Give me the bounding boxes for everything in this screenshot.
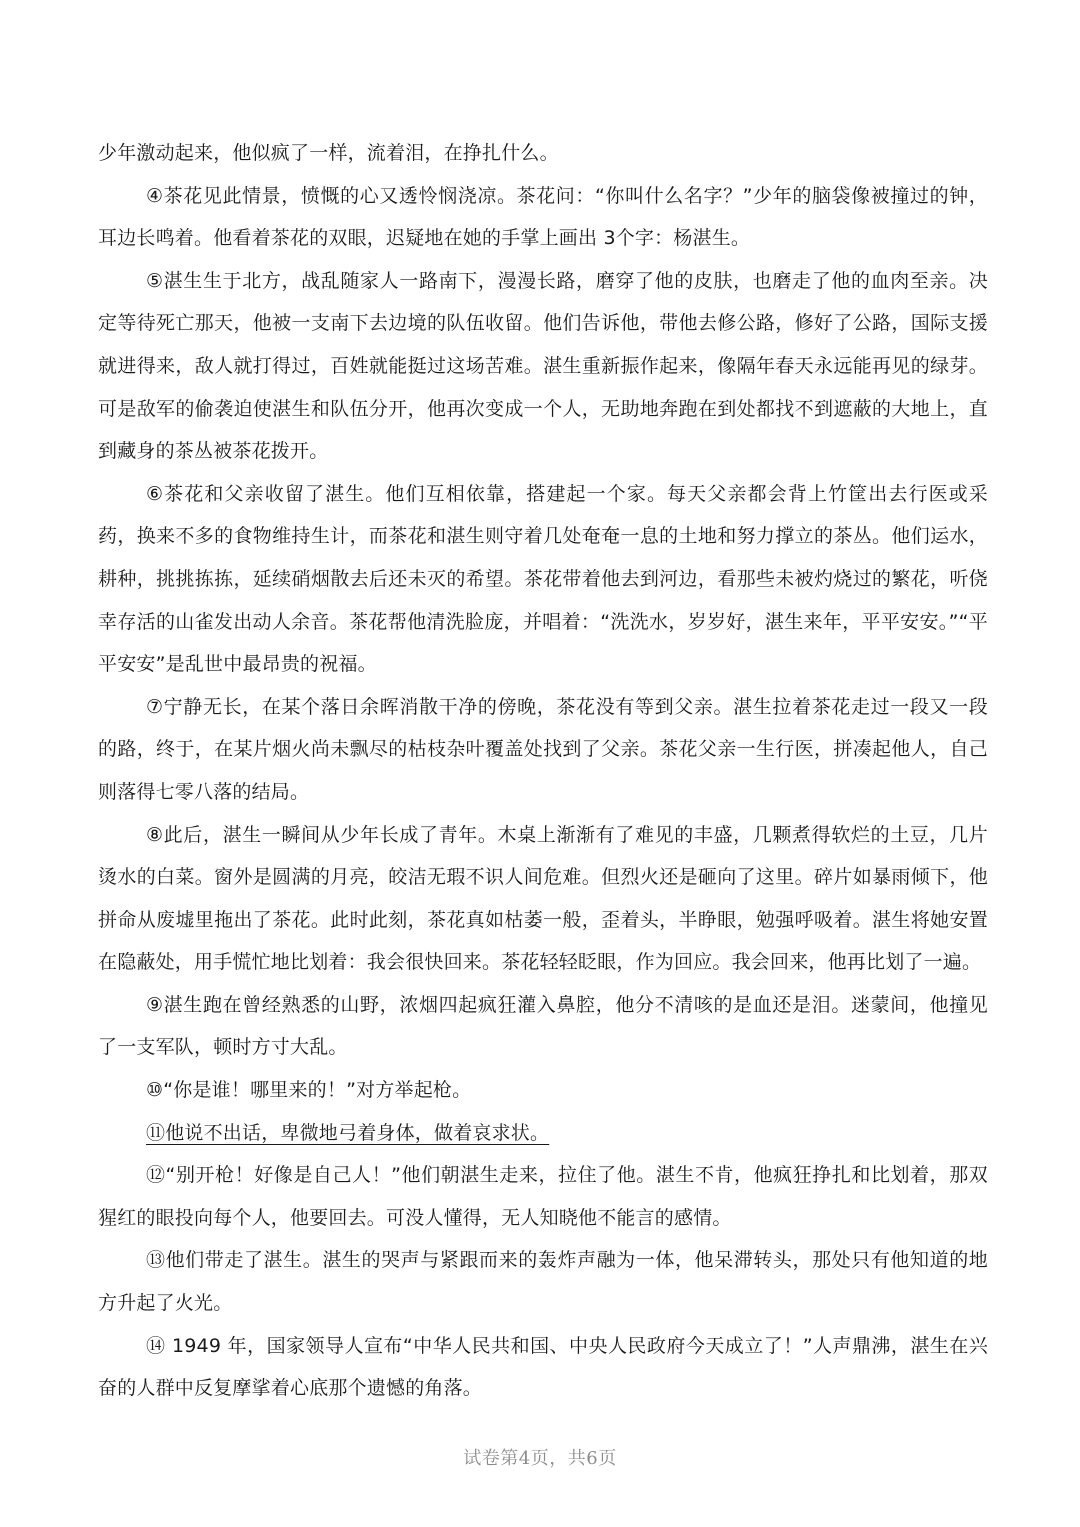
- passage-paragraph-13: ⑬他们带走了湛生。湛生的哭声与紧跟而来的轰炸声融为一体，他呆滞转头，那处只有他知道的地方升起了火光。: [98, 1249, 988, 1315]
- passage-paragraph-8: ⑧此后，湛生一瞬间从少年长成了青年。木桌上渐渐有了难见的丰盛，几颗煮得软烂的土豆，几片烫水的白菜。窗外是圆满的月亮，皎洁无瑕不识人间危难。但烈火还是砸向了这里。碎片如暴雨倾下，他拼命从废墟里拖出了茶花。此时此刻，茶花真如枯萎一般，歪着头，半睁眼，勉强呼吸着。湛生将她安置在隐蔽处，用手慌忙地比划着：我会很快回来。茶花轻轻眨眼，作为回应。我会回来，他再比划了一遍。: [98, 823, 988, 974]
- passage-paragraph-11: [98, 1112, 988, 1155]
- page-footer: 试卷第4页，共6页: [463, 1448, 617, 1469]
- passage-paragraph-14: ⑭ 1949 年，国家领导人宣布“中华人民共和国、中央人民政府今天成立了！”人声鼎沸，湛生在兴奋的人群中反复摩挲着心底那个遗憾的角落。: [98, 1334, 988, 1400]
- passage-paragraph-9: ⑨湛生跑在曾经熟悉的山野，浓烟四起疯狂灌入鼻腔，他分不清咳的是血还是泪。迷蒙间，他撞见了一支军队，顿时方寸大乱。: [98, 993, 988, 1059]
- underlined-sentence: ⑪他说不出话，卑微地弓着身体，做着哀求状。: [146, 1121, 550, 1144]
- passage-paragraph-4: ④茶花见此情景，愤慨的心又透怜悯浇凉。茶花问：“你叫什么名字？”少年的脑袋像被撞过的钟，耳边长鸣着。他看着茶花的双眼，迟疑地在她的手掌上画出 3个字：杨湛生。: [98, 184, 988, 250]
- passage-paragraph-6: ⑥茶花和父亲收留了湛生。他们互相依靠，搭建起一个家。每天父亲都会背上竹筐出去行医或采药，换来不多的食物维持生计，而茶花和湛生则守着几处奄奄一息的土地和努力撑立的茶丛。他们运水，耕种，挑挑拣拣，延续硝烟散去后还未灭的希望。茶花带着他去到河边，看那些未被灼烧过的繁花，听侥幸存活的山雀发出动人余音。茶花帮他清洗脸庞，并唱着：“洗洗水，岁岁好，湛生来年，平平安安。”“平平安安”是乱世中最昂贵的祝福。: [98, 482, 988, 676]
- passage-paragraph-continuation: 少年激动起来，他似疯了一样，流着泪，在挣扎什么。: [98, 142, 559, 164]
- passage-paragraph-12: ⑫“别开枪！好像是自己人！”他们朝湛生走来，拉住了他。湛生不肯，他疯狂挣扎和比划着，那双猩红的眼投向每个人，他要回去。可没人懂得，无人知晓他不能言的感情。: [98, 1164, 988, 1229]
- passage-paragraph-7: ⑦宁静无长，在某个落日余晖消散干净的傍晚，茶花没有等到父亲。湛生拉着茶花走过一段又一段的路，终于，在某片烟火尚未飘尽的枯枝杂叶覆盖处找到了父亲。茶花父亲一生行医，拼凑起他人，自己则落得七零八落的结局。: [98, 695, 988, 803]
- passage-paragraph-5: ⑤湛生生于北方，战乱随家人一路南下，漫漫长路，磨穿了他的皮肤，也磨走了他的血肉至亲。决定等待死亡那天，他被一支南下去边境的队伍收留。他们告诉他，带他去修公路，修好了公路，国际支援就进得来，敌人就打得过，百姓就能挺过这场苦难。湛生重新振作起来，像隔年春天永远能再见的绿芽。可是敌军的偷袭迫使湛生和队伍分开，他再次变成一个人，无助地奔跑在到处都找不到遮蔽的大地上，直到藏身的茶丛被茶花拨开。: [98, 269, 988, 463]
- passage-body: [98, 132, 988, 1410]
- passage-paragraph-10: ⑩“你是谁！哪里来的！”对方举起枪。: [146, 1079, 472, 1102]
